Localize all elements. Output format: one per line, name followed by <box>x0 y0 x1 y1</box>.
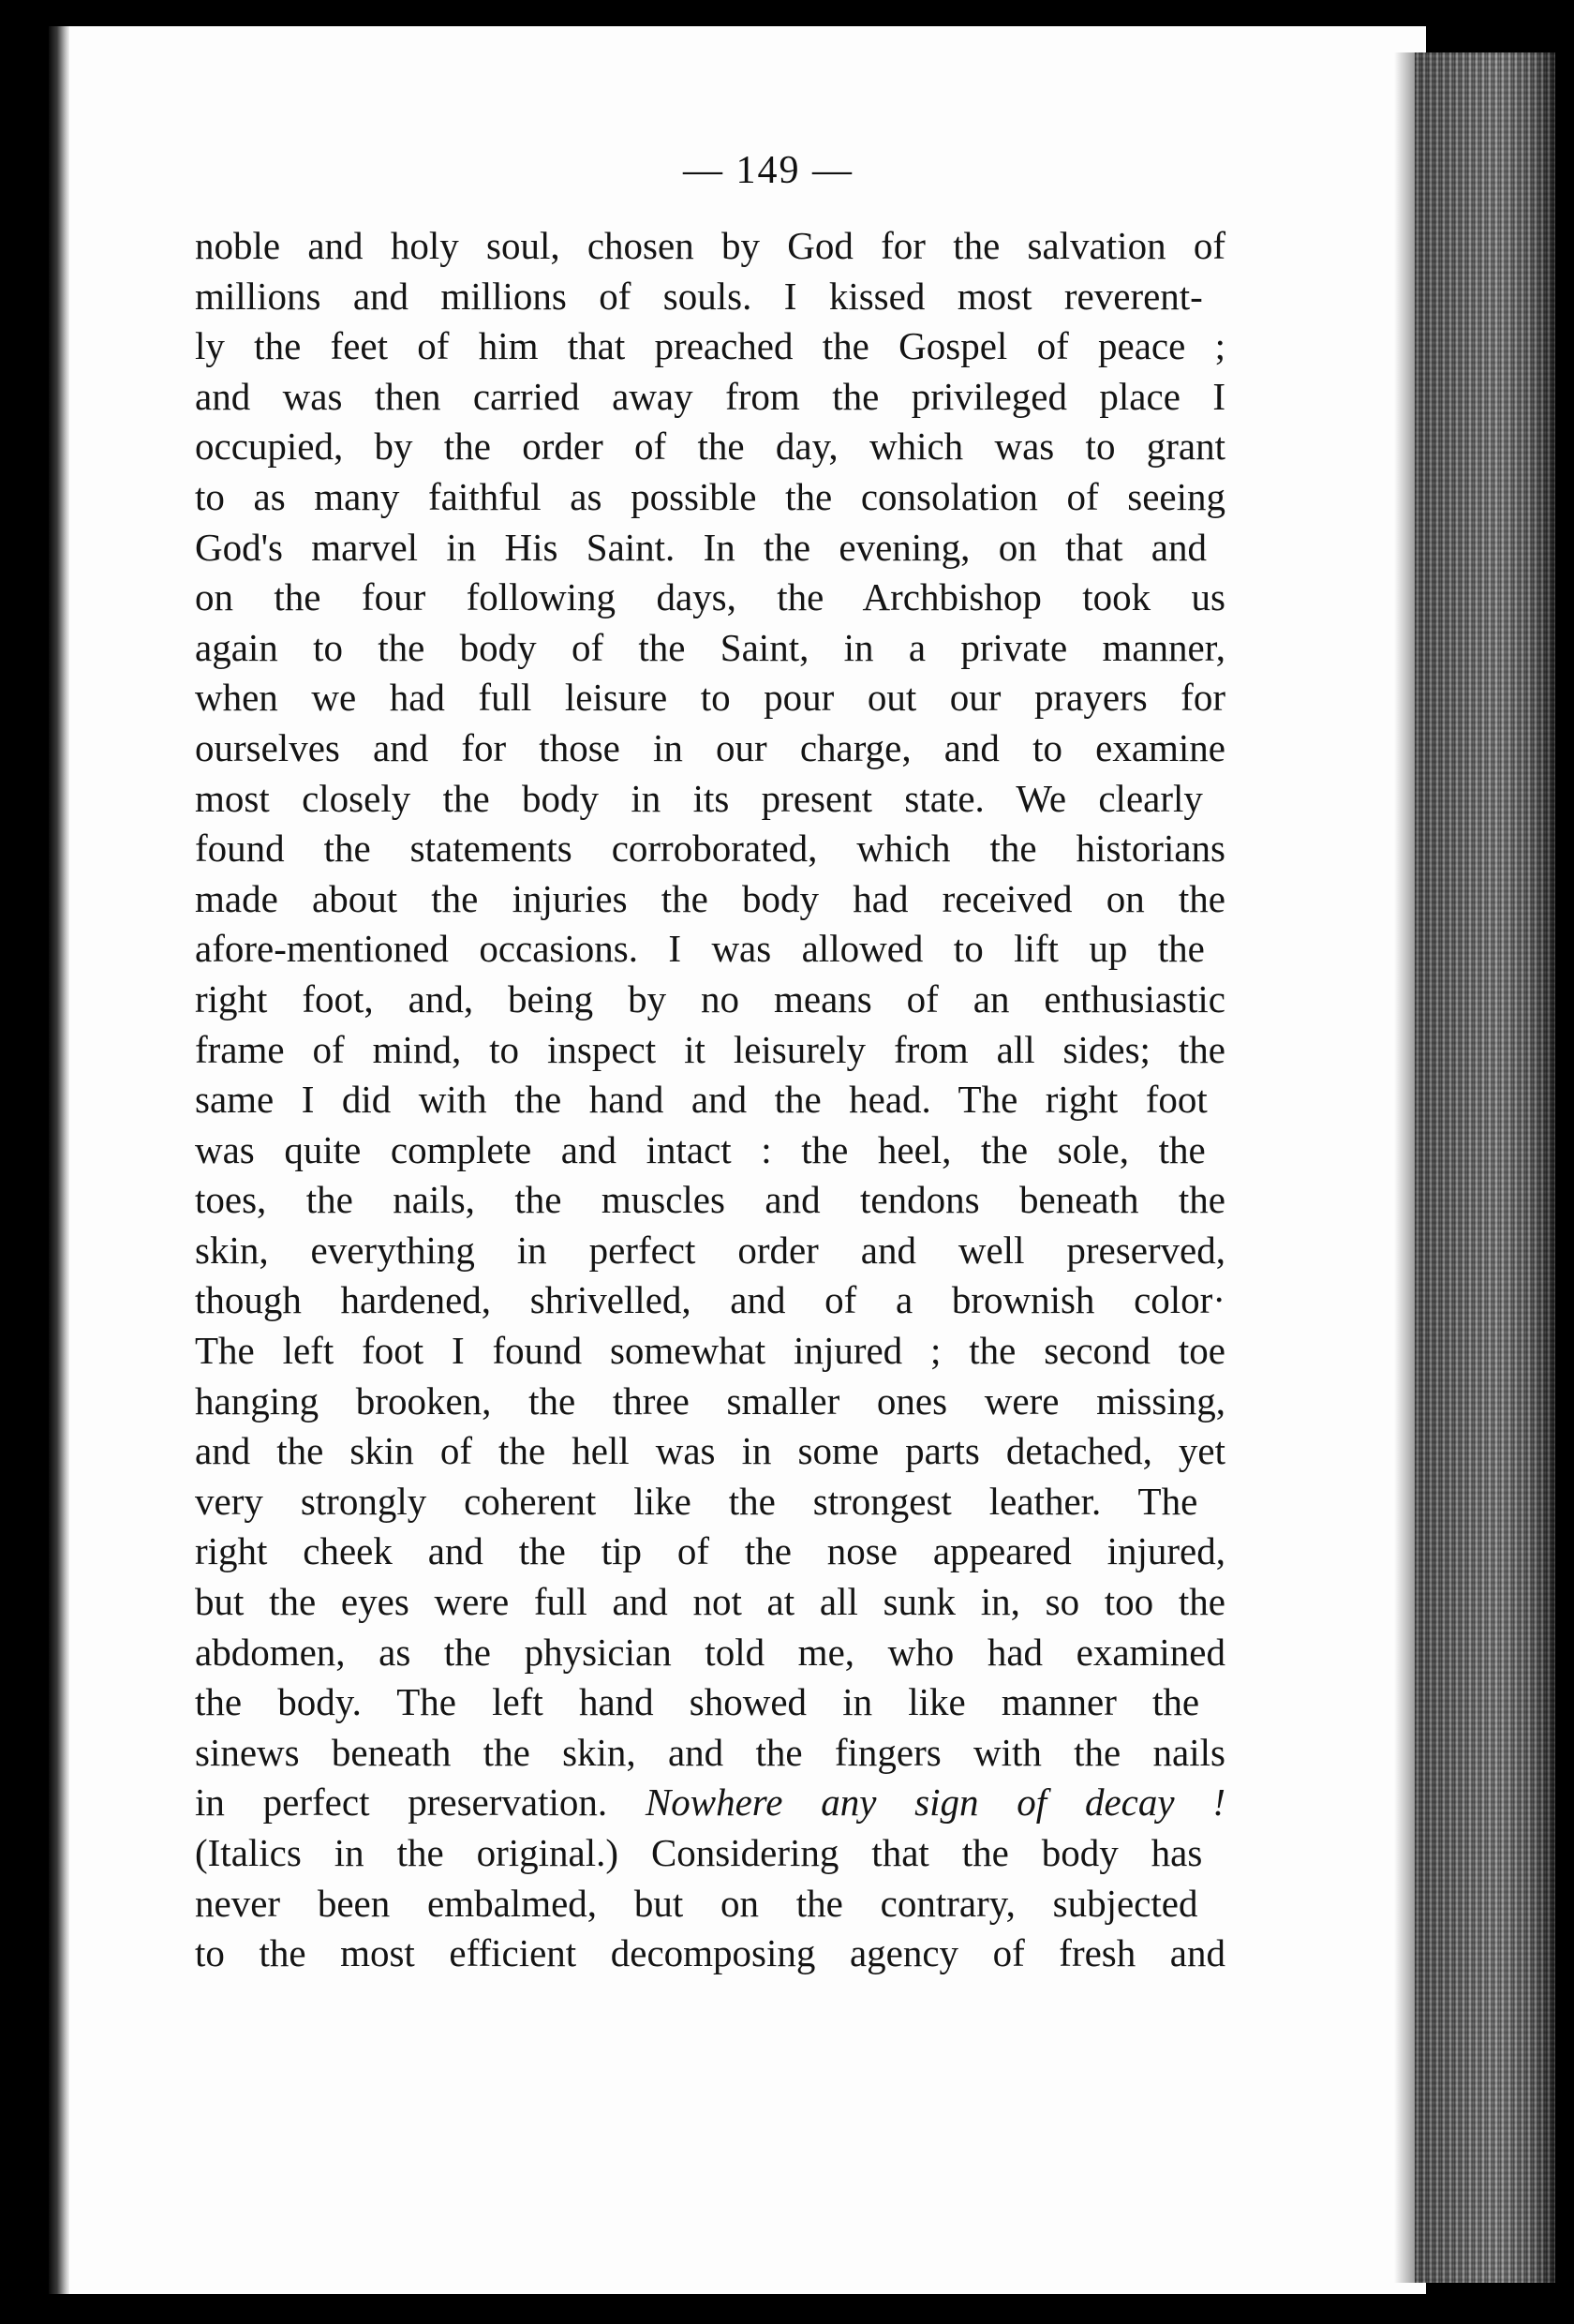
text-line: never been embalmed, but on the contrary, subjected <box>195 1881 1198 1925</box>
text-line: frame of mind, to inspect it leisurely from all sides; the <box>195 1027 1225 1071</box>
text-line: on the four following days, the Archbishop took us <box>195 575 1225 619</box>
text-line: made about the injuries the body had received on the <box>195 876 1225 920</box>
text-line: noble and holy soul, chosen by God for the salvation of <box>195 224 1225 267</box>
text-line: to as many faithful as possible the consolation of seeing <box>195 474 1225 518</box>
text-line: most closely the body in its present state. We clearly <box>195 776 1203 820</box>
text-line: afore-mentioned occasions. I was allowed to lift up the <box>195 927 1205 971</box>
text-line: but the eyes were full and not at all sunk in, so too the <box>195 1580 1225 1624</box>
text-line: sinews beneath the skin, and the fingers with the nails <box>195 1730 1225 1774</box>
text-line: to the most efficient decomposing agency of fresh and <box>195 1931 1225 1975</box>
text-line: found the statements corroborated, which the historians <box>195 827 1225 871</box>
text-line: God's marvel in His Saint. In the evening, on that and <box>195 525 1207 569</box>
text-line: very strongly coherent like the strongest leather. The <box>195 1479 1198 1523</box>
text-line: and the skin of the hell was in some parts detached, yet <box>195 1429 1225 1473</box>
body-text <box>195 221 1225 1979</box>
text-line: toes, the nails, the muscles and tendons beneath the <box>195 1178 1225 1222</box>
text-line: and was then carried away from the privileged place I <box>195 374 1225 418</box>
italic-emphasis: Nowhere any sign of decay ! <box>645 1780 1225 1825</box>
text-line: (Italics in the original.) Considering that the body has <box>195 1831 1203 1874</box>
text-line: right cheek and the tip of the nose appeared injured, <box>195 1529 1225 1573</box>
page-number: — 149 — <box>683 149 854 192</box>
text-line-mixed <box>195 1778 1225 1828</box>
text-line: again to the body of the Saint, in a private manner, <box>195 625 1225 669</box>
text-line: was quite complete and intact : the heel, the sole, the <box>195 1127 1206 1171</box>
text-line: millions and millions of souls. I kissed most reverent- <box>195 274 1203 318</box>
text-roman: in perfect preservation. <box>195 1780 608 1825</box>
text-line: same I did with the hand and the head. The right foot <box>195 1078 1208 1122</box>
text-line: ourselves and for those in our charge, and to examine <box>195 725 1225 769</box>
book-fore-edge <box>1415 52 1555 2283</box>
text-line: though hardened, shrivelled, and of a brownish color· <box>195 1278 1225 1322</box>
text-line: abdomen, as the physician told me, who had examined <box>195 1630 1225 1674</box>
text-line: hanging brooken, the three smaller ones were missing, <box>195 1378 1225 1423</box>
text-line: the body. The left hand showed in like manner the <box>195 1680 1200 1724</box>
text-line: occupied, by the order of the day, which was to grant <box>195 425 1225 469</box>
text-line: right foot, and, being by no means of an enthusiastic <box>195 976 1225 1020</box>
text-line: ly the feet of him that preached the Gospel of peace ; <box>195 324 1225 368</box>
binding-edge <box>49 26 69 2294</box>
text-line: skin, everything in perfect order and well preserved, <box>195 1228 1225 1272</box>
text-line: when we had full leisure to pour out our prayers for <box>195 676 1225 720</box>
text-line: The left foot I found somewhat injured ; the second toe <box>195 1329 1225 1373</box>
